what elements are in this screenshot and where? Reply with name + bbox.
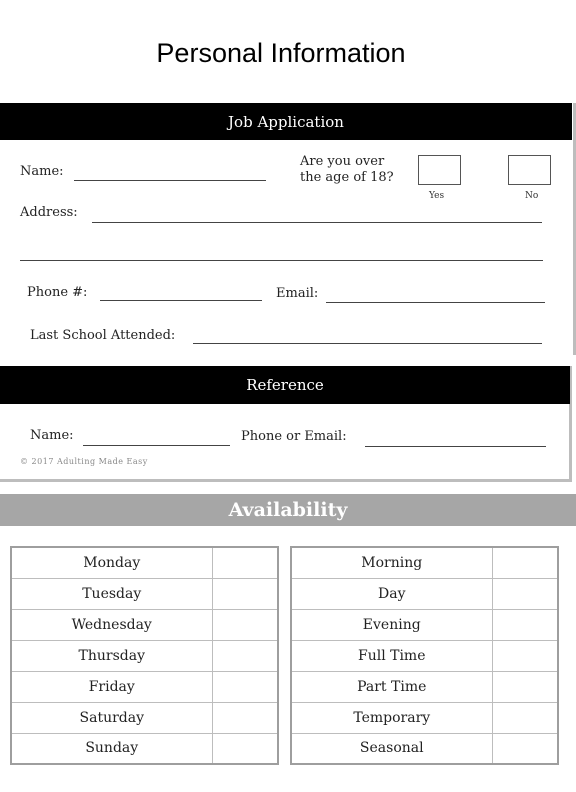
day-check-cell[interactable]	[212, 609, 278, 640]
name-label: Name:	[20, 164, 64, 179]
email-label: Email:	[276, 286, 319, 301]
reference-name-field[interactable]	[83, 445, 230, 446]
shifts-table	[290, 546, 559, 765]
address-field-line2[interactable]	[20, 260, 543, 261]
table-row	[291, 733, 558, 764]
day-cell: Thursday	[11, 640, 212, 671]
page-title: Personal Information	[156, 38, 406, 68]
days-table	[10, 546, 279, 765]
shift-cell: Temporary	[291, 702, 492, 733]
table-row	[11, 671, 278, 702]
day-check-cell[interactable]	[212, 702, 278, 733]
day-check-cell[interactable]	[212, 578, 278, 609]
phone-field[interactable]	[100, 300, 262, 301]
day-cell: Tuesday	[11, 578, 212, 609]
day-cell: Saturday	[11, 702, 212, 733]
job-application-card	[0, 103, 576, 355]
shift-check-cell[interactable]	[492, 547, 558, 578]
day-check-cell[interactable]	[212, 733, 278, 764]
table-row	[291, 609, 558, 640]
shift-cell: Morning	[291, 547, 492, 578]
reference-card	[0, 366, 572, 482]
day-check-cell[interactable]	[212, 640, 278, 671]
address-label: Address:	[20, 205, 78, 220]
school-field[interactable]	[193, 343, 542, 344]
table-row	[11, 547, 278, 578]
reference-header: Reference	[0, 366, 570, 404]
shift-check-cell[interactable]	[492, 640, 558, 671]
day-cell: Sunday	[11, 733, 212, 764]
day-check-cell[interactable]	[212, 547, 278, 578]
table-row	[291, 640, 558, 671]
table-row	[11, 702, 278, 733]
age-question-line2: the age of 18?	[300, 170, 394, 185]
copyright-text: © 2017 Adulting Made Easy	[20, 457, 148, 466]
table-row	[291, 671, 558, 702]
reference-contact-field[interactable]	[365, 446, 546, 447]
shift-check-cell[interactable]	[492, 733, 558, 764]
reference-name-label: Name:	[30, 428, 74, 443]
yes-label: Yes	[429, 191, 445, 201]
shift-cell: Seasonal	[291, 733, 492, 764]
shift-cell: Evening	[291, 609, 492, 640]
shift-check-cell[interactable]	[492, 578, 558, 609]
day-cell: Monday	[11, 547, 212, 578]
yes-checkbox[interactable]	[418, 155, 461, 185]
table-row	[11, 578, 278, 609]
name-field[interactable]	[74, 180, 266, 181]
shift-cell: Full Time	[291, 640, 492, 671]
age-question-line1: Are you over	[300, 154, 385, 169]
table-row	[291, 702, 558, 733]
address-field-line1[interactable]	[92, 222, 542, 223]
table-row	[11, 609, 278, 640]
shift-cell: Part Time	[291, 671, 492, 702]
no-checkbox[interactable]	[508, 155, 551, 185]
table-row	[291, 547, 558, 578]
reference-contact-label: Phone or Email:	[241, 429, 347, 444]
table-row	[291, 578, 558, 609]
email-field[interactable]	[326, 302, 545, 303]
phone-label: Phone #:	[27, 285, 88, 300]
table-row	[11, 733, 278, 764]
school-label: Last School Attended:	[30, 328, 176, 343]
no-label: No	[525, 191, 539, 201]
table-row	[11, 640, 278, 671]
shift-cell: Day	[291, 578, 492, 609]
shift-check-cell[interactable]	[492, 671, 558, 702]
shift-check-cell[interactable]	[492, 702, 558, 733]
day-cell: Wednesday	[11, 609, 212, 640]
job-application-header: Job Application	[0, 103, 572, 140]
day-check-cell[interactable]	[212, 671, 278, 702]
day-cell: Friday	[11, 671, 212, 702]
shift-check-cell[interactable]	[492, 609, 558, 640]
availability-header: Availability	[0, 494, 576, 526]
